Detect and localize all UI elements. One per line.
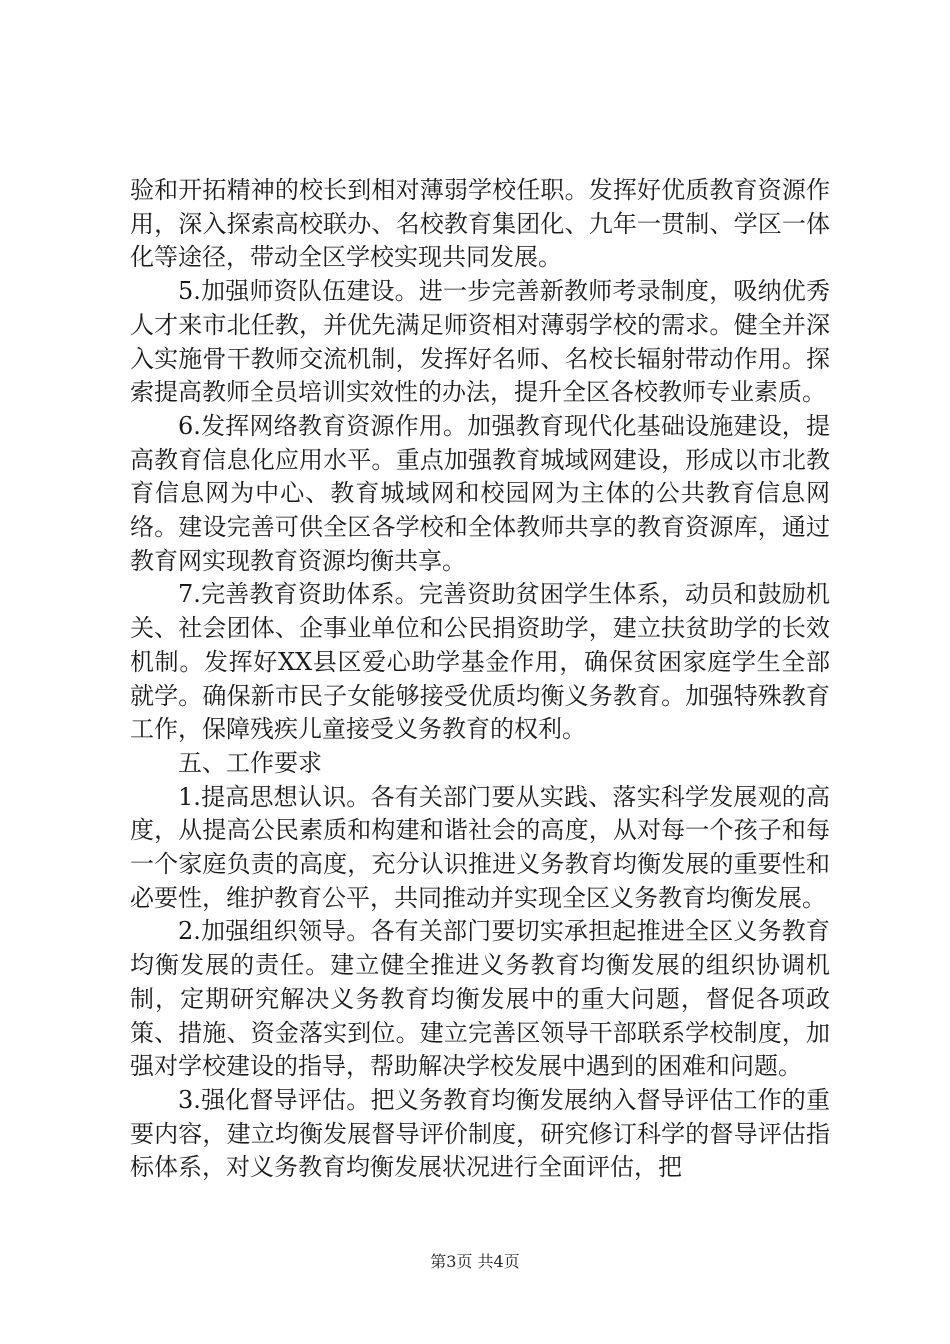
paragraph-item-7-aid: 7.完善教育资助体系。完善资助贫困学生体系，动员和鼓励机关、社会团体、企事业单位和公民捐资助学，建立扶贫助学的长效机制。发挥好XX县区爱心助学基金作用，确保贫困家庭学生全部就学。确保新市民子女能够接受优质均衡义务教育。加强特殊教育工作，保障残疾儿童接受义务教育的权利。 — [130, 580, 830, 744]
paragraph-continuation: 验和开拓精神的校长到相对薄弱学校任职。发挥好优质教育资源作用，深入探索高校联办、名校教育集团化、九年一贯制、学区一体化等途径，带动全区学校实现共同发展。 — [130, 176, 830, 272]
page-footer — [0, 1252, 950, 1272]
paragraph-req-2-leadership: 2.加强组织领导。各有关部门要切实承担起推进全区义务教育均衡发展的责任。建立健全推进义务教育均衡发展的组织协调机制，定期研究解决义务教育均衡发展中的重大问题，督促各项政策、措施、资金落实到位。建立完善区领导干部联系学校制度，加强对学校建设的指导，帮助解决学校发展中遇到的困难和问题。 — [130, 917, 830, 1081]
page-number-label: 第3页 共4页 — [430, 1252, 520, 1271]
document-body — [130, 174, 830, 1185]
paragraph-req-3-supervision: 3.强化督导评估。把义务教育均衡发展纳入督导评估工作的重要内容，建立均衡发展督导评价制度，研究修订科学的督导评估指标体系，对义务教育均衡发展状况进行全面评估，把 — [130, 1085, 830, 1182]
paragraph-item-6-network: 6.发挥网络教育资源作用。加强教育现代化基础设施建设，提高教育信息化应用水平。重点加强教育城域网建设，形成以市北教育信息网为中心、教育城域网和校园网为主体的公共教育信息网络。建设完善可供全区各学校和全体教师共享的教育资源库，通过教育网实现教育资源均衡共享。 — [130, 411, 830, 575]
paragraph-req-1-awareness: 1.提高思想认识。各有关部门要从实践、落实科学发展观的高度，从提高公民素质和构建和谐社会的高度，从对每一个孩子和每一个家庭负责的高度，充分认识推进义务教育均衡发展的重要性和必要性，维护教育公平，共同推动并实现全区义务教育均衡发展。 — [130, 782, 830, 912]
paragraph-item-5-teachers: 5.加强师资队伍建设。进一步完善新教师考录制度，吸纳优秀人才来市北任教，并优先满足师资相对薄弱学校的需求。健全并深入实施骨干教师交流机制，发挥好名师、名校长辐射带动作用。探索提高教师全员培训实效性的办法，提升全区各校教师专业素质。 — [130, 277, 830, 407]
section-heading-work-requirements: 五、工作要求 — [178, 748, 322, 777]
